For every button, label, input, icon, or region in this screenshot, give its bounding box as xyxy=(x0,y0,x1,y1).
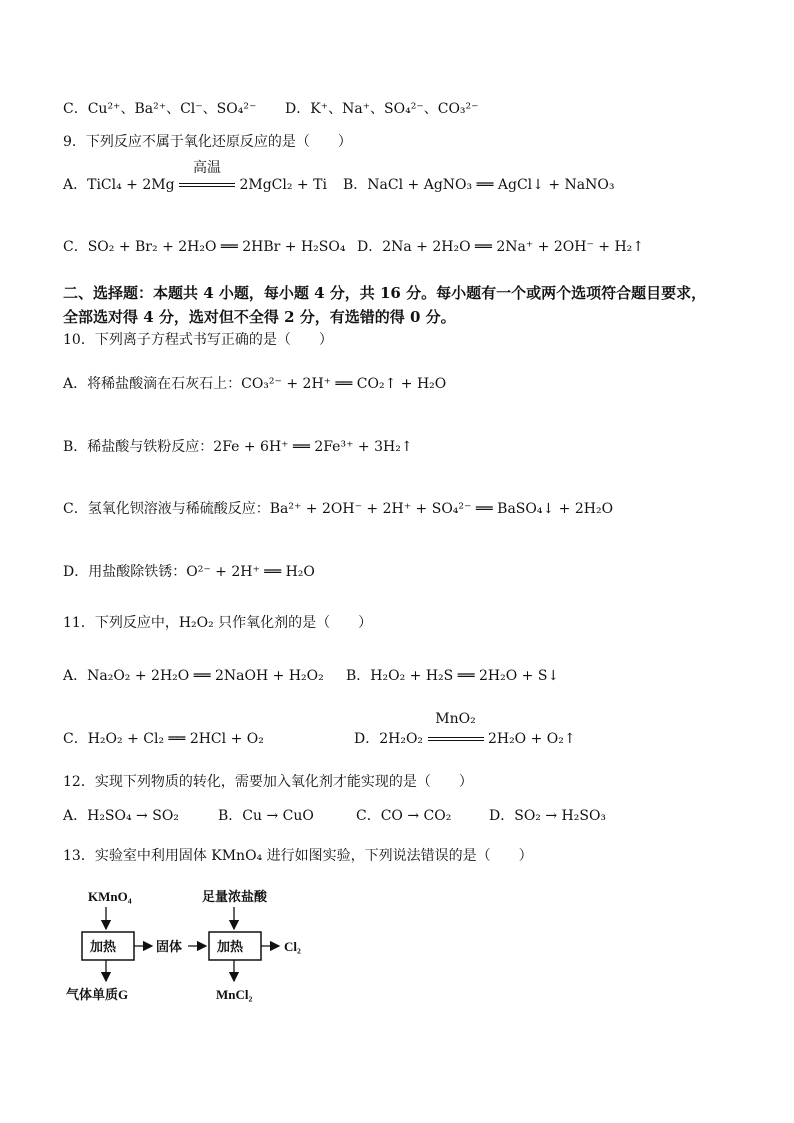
kmno4-label: KMnO₄ xyxy=(88,889,132,904)
q10-stem: 10．下列离子方程式书写正确的是（ ） xyxy=(63,332,333,348)
q12-option-d: D．SO₂ → H₂SO₃ xyxy=(489,808,607,824)
q11-option-a: A．Na₂O₂ + 2H₂O ══ 2NaOH + H₂O₂ xyxy=(63,668,324,684)
q9-stem: 9．下列反应不属于氧化还原反应的是（ ） xyxy=(63,134,352,150)
q10-option-d: D．用盐酸除铁锈：O²⁻ + 2H⁺ ══ H₂O xyxy=(63,564,315,580)
cl2-label: Cl₂ xyxy=(284,939,301,954)
mncl2-label: MnCl₂ xyxy=(216,987,253,1002)
q11-option-d-left: D．2H₂O₂ xyxy=(354,731,424,747)
section-two-line2: 全部选对得 4 分，选对但不全得 2 分，有选错的得 0 分。 xyxy=(63,308,456,326)
gas-g-label: 气体单质G xyxy=(66,987,129,1002)
q10-option-b: B．稀盐酸与铁粉反应：2Fe + 6H⁺ ══ 2Fe³⁺ + 3H₂↑ xyxy=(63,439,413,455)
q11-option-d-right: 2H₂O + O₂↑ xyxy=(487,731,576,747)
q11-option-c: C．H₂O₂ + Cl₂ ══ 2HCl + O₂ xyxy=(63,731,264,747)
q10-option-a: A．将稀盐酸滴在石灰石上：CO₃²⁻ + 2H⁺ ══ CO₂↑ + H₂O xyxy=(63,376,447,392)
q11-stem: 11．下列反应中，H₂O₂ 只作氧化剂的是（ ） xyxy=(63,615,373,631)
hcl-label: 足量浓盐酸 xyxy=(202,889,268,904)
solid-label: 固体 xyxy=(156,939,183,954)
experiment-flow-diagram xyxy=(66,885,326,1015)
heat-label-1: 加热 xyxy=(90,939,117,954)
q12-option-b: B．Cu → CuO xyxy=(218,808,314,824)
q9-option-c: C．SO₂ + Br₂ + 2H₂O ══ 2HBr + H₂SO₄ xyxy=(63,239,346,255)
condition-label: 高温 xyxy=(193,160,222,176)
q9-option-b: B．NaCl + AgNO₃ ══ AgCl↓ + NaNO₃ xyxy=(343,177,615,193)
q9-option-a xyxy=(63,160,327,194)
q8-option-d: D．K⁺、Na⁺、SO₄²⁻、CO₃²⁻ xyxy=(285,101,479,117)
catalyst-equals-sign xyxy=(428,711,484,747)
q13-stem: 13．实验室中利用固体 KMnO₄ 进行如图实验，下列说法错误的是（ ） xyxy=(63,848,533,864)
q9-option-d: D．2Na + 2H₂O ══ 2Na⁺ + 2OH⁻ + H₂↑ xyxy=(357,239,645,255)
q12-option-a: A．H₂SO₄ → SO₂ xyxy=(63,808,179,824)
q10-option-c: C．氢氧化钡溶液与稀硫酸反应：Ba²⁺ + 2OH⁻ + 2H⁺ + SO₄²⁻ ══ BaSO₄↓ + 2H₂O xyxy=(63,501,614,517)
catalyst-label: MnO₂ xyxy=(435,711,476,727)
q11-option-d xyxy=(354,711,576,748)
q9-option-a-left: A．TiCl₄ + 2Mg xyxy=(63,177,175,193)
heat-label-2: 加热 xyxy=(217,939,244,954)
high-temp-equals-sign xyxy=(179,160,235,193)
q8-option-c: C．Cu²⁺、Ba²⁺、Cl⁻、SO₄²⁻ xyxy=(63,101,257,117)
q9-option-a-right: 2MgCl₂ + Ti xyxy=(239,177,327,193)
q11-option-b: B．H₂O₂ + H₂S ══ 2H₂O + S↓ xyxy=(346,668,560,684)
q12-stem: 12．实现下列物质的转化，需要加入氧化剂才能实现的是（ ） xyxy=(63,774,473,790)
section-two-line1: 二、选择题：本题共 4 小题，每小题 4 分，共 16 分。每小题有一个或两个选项符合题目要求， xyxy=(63,284,707,302)
q12-option-c: C．CO → CO₂ xyxy=(356,808,452,824)
